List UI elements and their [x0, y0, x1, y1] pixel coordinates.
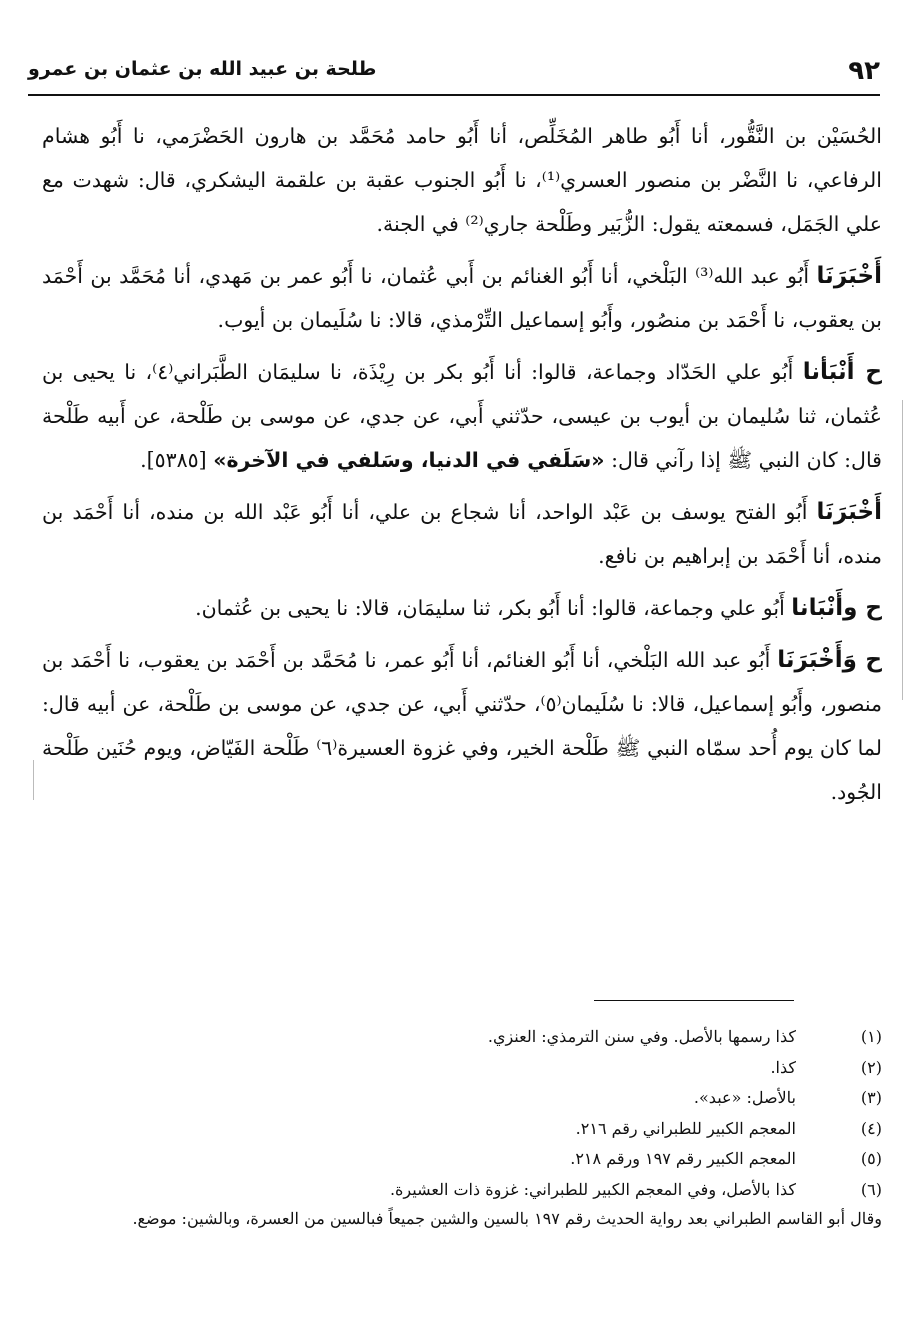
footnote-number: (٣) [860, 1088, 882, 1107]
paragraph-text: الحُسَيْن بن النَّقُّور، أنا أَبُو طاهر المُخَلِّص، أنا أَبُو حامد مُحَمَّد بن هارون الحَضْرَمي، نا أَبُو هشام الرفاعي، نا النَّضْر بن منصور العسري⁽¹⁾، نا أَبُو الجنوب عقبة بن علقمة اليشكري، قال: شهدت مع علي الجَمَل، فسمعته يقول: الزُّبَير وطَلْحة جاري⁽²⁾ في الجنة. [42, 124, 882, 236]
paragraph [42, 114, 882, 246]
paragraph-text: أَبُو عبد الله⁽³⁾ البَلْخي، أنا أَبُو الغنائم بن أَبي عُثمان، نا أَبُو عمر بن مَهدي، أنا مُحَمَّد بن أَحْمَد بن يعقوب، نا أَحْمَد بن منصُور، وأَبُو إسماعيل التِّرْمذي، قالا: نا سُلَيمان بن أيوب. [42, 264, 882, 332]
running-title: طلحة بن عبيد الله بن عثمان بن عمرو [28, 58, 377, 80]
paragraph-text: أَبُو عبد الله البَلْخي، أنا أَبُو الغنائم، أنا أَبُو عمر، نا مُحَمَّد بن أَحْمَد بن يعقوب، نا أَحْمَد بن منصور، وأَبُو إسماعيل، قالا: نا سُلَيمان⁽٥⁾، حدّثني أَبي، عن جدي، عن موسى بن طَلْحة، عن أبيه قال: لما كان يوم أُحد سمّاه النبي ﷺ طَلْحة الخير، وفي غزوة العسيرة⁽٦⁾ طَلْحة الفَيّاض، ويوم حُنَين طَلْحة الجُود. [42, 648, 883, 804]
paragraph [42, 490, 882, 578]
footnote [42, 1053, 882, 1084]
page-header [28, 54, 880, 96]
footnote-number: (٢) [860, 1057, 882, 1077]
footnote-number: (١) [860, 1027, 882, 1046]
hadith-reference: [٥٣٨٥]. [140, 448, 207, 472]
footnote-number: (٥) [860, 1149, 882, 1168]
footnote-number: (٤) [860, 1118, 882, 1138]
footnote-text: كذا. [770, 1057, 796, 1077]
paragraph-lead: أَخْبَرَنَا [816, 499, 882, 525]
paragraph-text: أَبُو الفتح يوسف بن عَبْد الواحد، أنا شجاع بن علي، أنا أَبُو عَبْد الله بن منده، أنا أَحْمَد بن منده، أنا أَحْمَد بن إبراهيم بن نافع. [42, 500, 882, 568]
paragraph-lead: ح وأَنْبَانا [791, 595, 882, 621]
paragraph-lead: ح وَأَخْبَرَنَا [777, 647, 882, 673]
footnote-text: المعجم الكبير للطبراني رقم ٢١٦. [575, 1118, 796, 1138]
footnote-text: بالأصل: «عبد». [693, 1088, 796, 1107]
footnote [42, 1083, 882, 1114]
paragraph [42, 254, 882, 342]
footnote [42, 1144, 882, 1175]
hadith-quote: «سَلَفي في الدنيا، وسَلفي في الآخرة» [213, 448, 605, 472]
margin-line [902, 400, 903, 700]
footnote-text: كذا رسمها بالأصل. وفي سنن الترمذي: العنزي. [487, 1027, 796, 1046]
paragraph [42, 586, 882, 630]
main-text [42, 114, 882, 822]
footnote-text: المعجم الكبير رقم ١٩٧ ورقم ٢١٨. [570, 1149, 796, 1168]
margin-line [33, 760, 34, 800]
footnote-number: (٦) [860, 1179, 882, 1199]
paragraph-text: أَبُو علي الحَدّاد وجماعة، قالوا: أنا أَبُو بكر بن رِيْذَة، نا سليمَان الطَّبَراني⁽٤⁾، نا يحيى بن عُثمان، ثنا سُليمان بن أيوب بن عيسى، حدّثني أَبي، عن جدي، عن موسى بن طَلْحة، عن أَبيه طَلْحة قال: كان النبي ﷺ إذا رآني قال: [42, 360, 882, 472]
paragraph-lead: ح أَنْبَأنا [802, 359, 882, 385]
footnote-text: كذا بالأصل، وفي المعجم الكبير للطبراني: غزوة ذات العشيرة. [389, 1179, 796, 1199]
paragraph-lead: أَخْبَرَنَا [816, 263, 882, 289]
paragraph-text: أَبُو علي وجماعة، قالوا: أنا أَبُو بكر، ثنا سليمَان، قالا: نا يحيى بن عُثمان. [195, 596, 785, 620]
footnote [42, 1175, 882, 1206]
footnotes [42, 1022, 882, 1205]
footnote-separator [594, 1000, 794, 1001]
page-number: ٩٢ [848, 56, 880, 86]
paragraph [42, 638, 882, 814]
footnote [42, 1114, 882, 1145]
footnote-continuation: وقال أبو القاسم الطبراني بعد رواية الحديث رقم ١٩٧ بالسين والشين جميعاً فبالسين من العسرة، وبالشين: موضع. [132, 1209, 882, 1228]
footnote [42, 1022, 882, 1053]
paragraph [42, 350, 882, 482]
